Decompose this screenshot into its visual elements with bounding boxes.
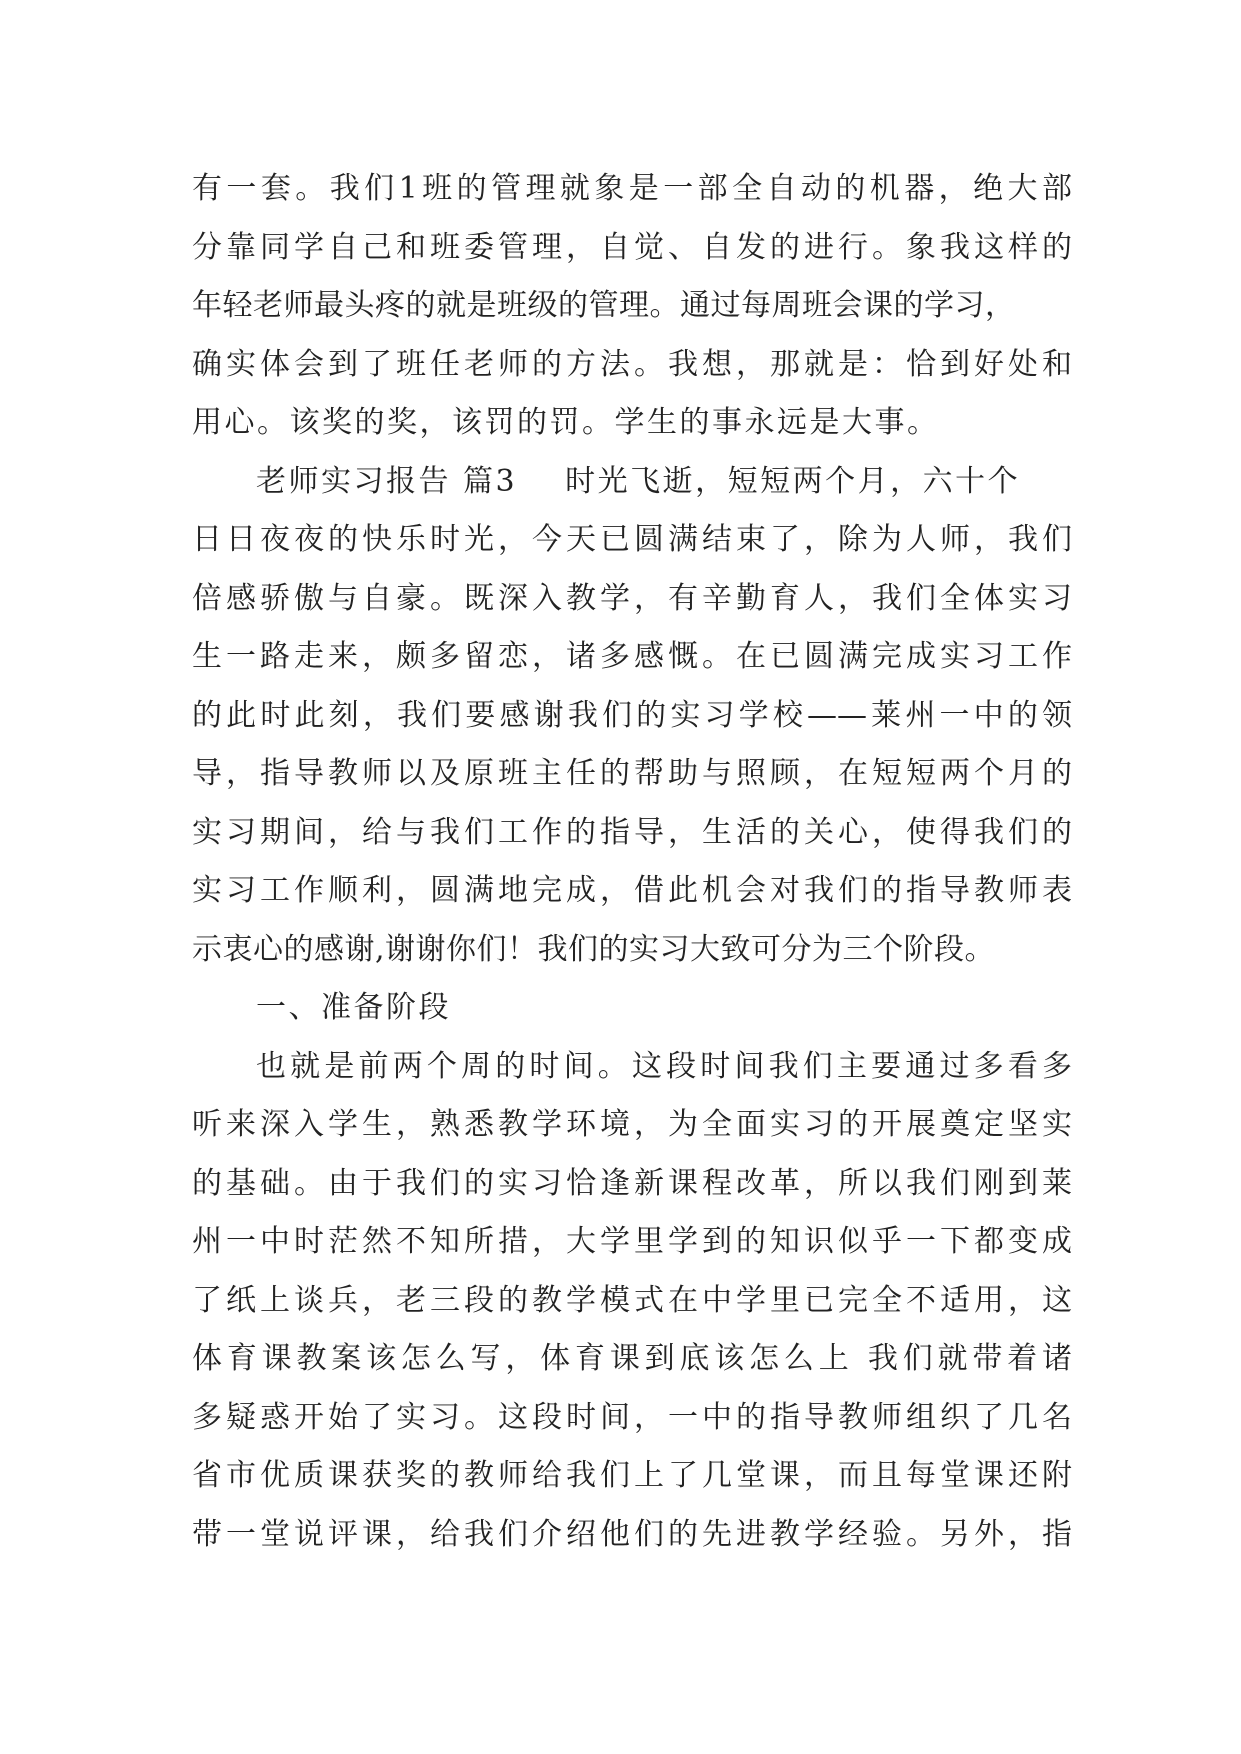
text-line: 州一中时茫然不知所措，大学里学到的知识似乎一下都变成 (192, 1224, 1072, 1259)
text-line: 有一套。我们1班的管理就象是一部全自动的机器，绝大部 (192, 171, 1072, 206)
section-heading: 老师实习报告 篇3 (256, 463, 518, 499)
text-line: 导，指导教师以及原班主任的帮助与照顾，在短短两个月的 (192, 756, 1072, 791)
text-line: 日日夜夜的快乐时光，今天已圆满结束了，除为人师，我们 (192, 522, 1072, 557)
text-line: 倍感骄傲与自豪。既深入教学，有辛勤育人，我们全体实习 (192, 580, 1072, 616)
text-line: 确实体会到了班任老师的方法。我想，那就是：恰到好处和 (192, 346, 1072, 382)
text-line: 听来深入学生，熟悉教学环境，为全面实习的开展奠定坚实 (192, 1107, 1072, 1142)
body-text (192, 160, 1072, 1564)
text-line-start: 时光飞逝，短短两个月，六十个 (565, 463, 1021, 499)
section-heading-line (192, 453, 1072, 512)
text-line: 省市优质课获奖的教师给我们上了几堂课，而且每堂课还附 (192, 1458, 1072, 1493)
text-line: 实习期间，给与我们工作的指导，生活的关心，使得我们的 (192, 814, 1072, 850)
text-line: 了纸上谈兵，老三段的教学模式在中学里已完全不适用，这 (192, 1282, 1072, 1318)
text-line: 示衷心的感谢,谢谢你们！我们的实习大致可分为三个阶段。 (192, 931, 996, 967)
text-line: 实习工作顺利，圆满地完成，借此机会对我们的指导教师表 (192, 873, 1072, 908)
text-line: 分靠同学自己和班委管理，自觉、自发的进行。象我这样的 (192, 229, 1072, 265)
text-line: 生一路走来，颇多留恋，诸多感慨。在已圆满完成实习工作 (192, 639, 1072, 674)
text-line: 也就是前两个周的时间。这段时间我们主要通过多看多 (256, 1048, 1072, 1084)
text-line: 年轻老师最头疼的就是班级的管理。通过每周班会课的学习， (192, 288, 1016, 323)
text-line: 的此时此刻，我们要感谢我们的实习学校——莱州一中的领 (192, 697, 1072, 733)
text-line: 带一堂说评课，给我们介绍他们的先进教学经验。另外，指 (192, 1516, 1072, 1552)
text-line: 用心。该奖的奖，该罚的罚。学生的事永远是大事。 (192, 405, 940, 440)
text-line: 体育课教案该怎么写，体育课到底该怎么上 我们就带着诸 (192, 1341, 1072, 1376)
text-line: 的基础。由于我们的实习恰逢新课程改革，所以我们刚到莱 (192, 1165, 1072, 1201)
text-line: 多疑惑开始了实习。这段时间，一中的指导教师组织了几名 (192, 1399, 1072, 1435)
subsection-heading: 一、准备阶段 (256, 990, 451, 1025)
